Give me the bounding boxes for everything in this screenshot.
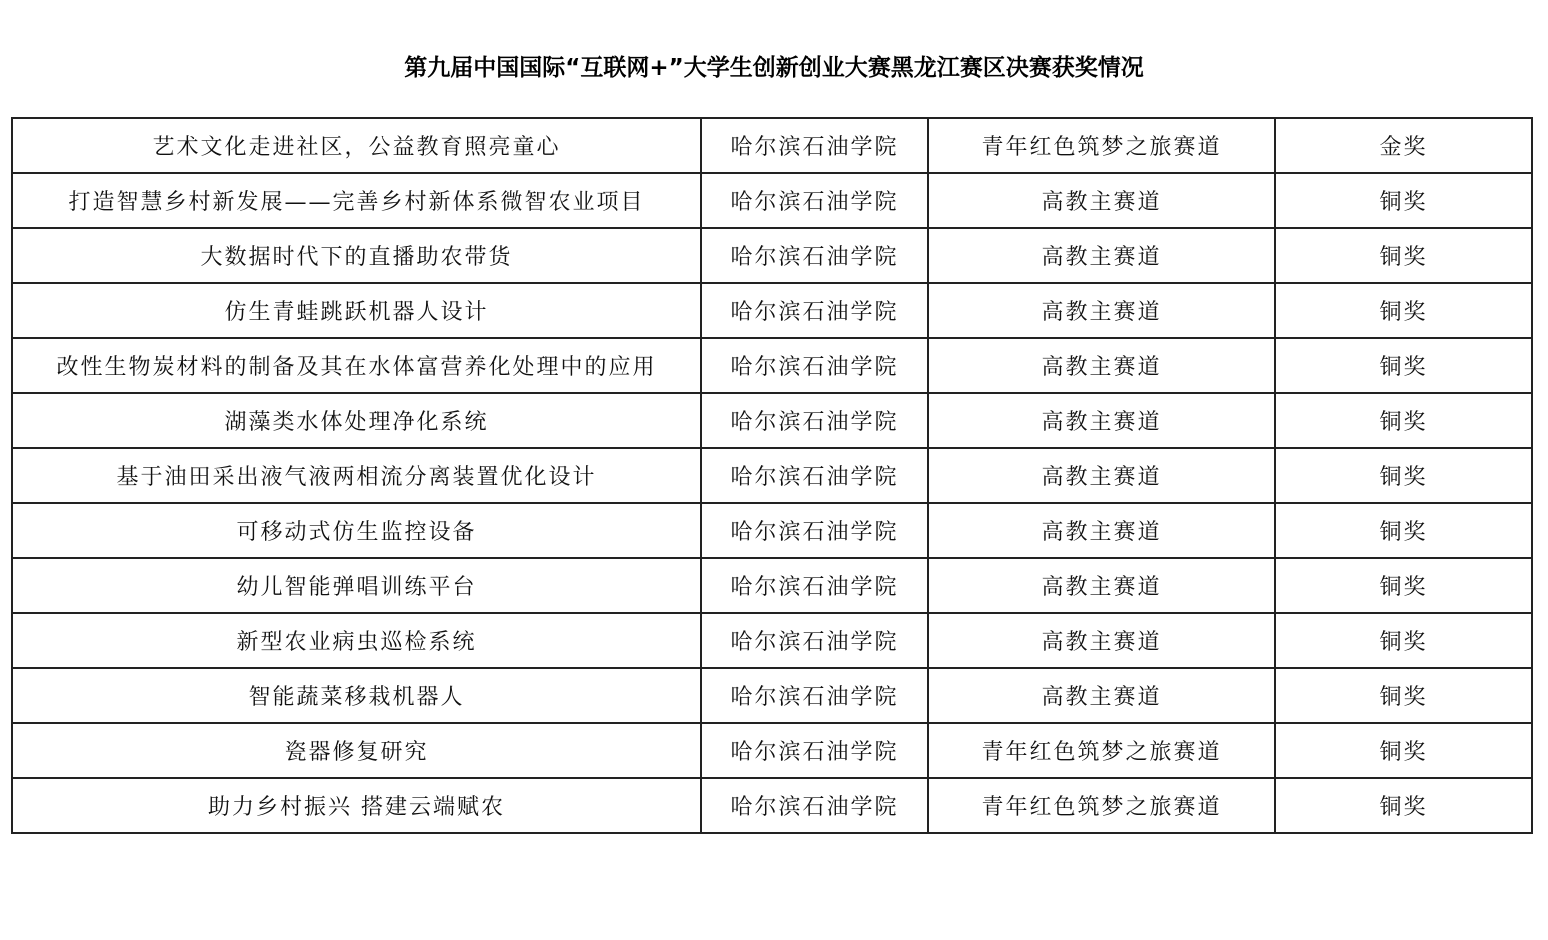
table-row xyxy=(12,778,1532,833)
table-row xyxy=(12,613,1532,668)
award-cell: 铜奖 xyxy=(1275,448,1532,503)
school-cell: 哈尔滨石油学院 xyxy=(701,558,928,613)
award-cell: 铜奖 xyxy=(1275,668,1532,723)
award-cell: 铜奖 xyxy=(1275,723,1532,778)
school-cell: 哈尔滨石油学院 xyxy=(701,338,928,393)
award-cell: 铜奖 xyxy=(1275,228,1532,283)
track-cell: 高教主赛道 xyxy=(928,448,1275,503)
track-cell: 高教主赛道 xyxy=(928,338,1275,393)
school-cell: 哈尔滨石油学院 xyxy=(701,393,928,448)
table-row xyxy=(12,338,1532,393)
award-cell: 铜奖 xyxy=(1275,173,1532,228)
school-cell: 哈尔滨石油学院 xyxy=(701,723,928,778)
track-cell: 高教主赛道 xyxy=(928,668,1275,723)
school-cell: 哈尔滨石油学院 xyxy=(701,228,928,283)
project-name-cell: 新型农业病虫巡检系统 xyxy=(12,613,701,668)
award-cell: 铜奖 xyxy=(1275,393,1532,448)
school-cell: 哈尔滨石油学院 xyxy=(701,283,928,338)
table-row xyxy=(12,118,1532,173)
project-name-cell: 助力乡村振兴 搭建云端赋农 xyxy=(12,778,701,833)
award-cell: 铜奖 xyxy=(1275,283,1532,338)
track-cell: 高教主赛道 xyxy=(928,503,1275,558)
track-cell: 高教主赛道 xyxy=(928,283,1275,338)
award-cell: 铜奖 xyxy=(1275,558,1532,613)
school-cell: 哈尔滨石油学院 xyxy=(701,778,928,833)
award-cell: 金奖 xyxy=(1275,118,1532,173)
table-row xyxy=(12,558,1532,613)
track-cell: 青年红色筑梦之旅赛道 xyxy=(928,723,1275,778)
project-name-cell: 打造智慧乡村新发展——完善乡村新体系微智农业项目 xyxy=(12,173,701,228)
award-cell: 铜奖 xyxy=(1275,778,1532,833)
project-name-cell: 幼儿智能弹唱训练平台 xyxy=(12,558,701,613)
award-cell: 铜奖 xyxy=(1275,503,1532,558)
school-cell: 哈尔滨石油学院 xyxy=(701,668,928,723)
track-cell: 高教主赛道 xyxy=(928,558,1275,613)
awards-table-body xyxy=(12,118,1532,833)
table-row xyxy=(12,448,1532,503)
track-cell: 青年红色筑梦之旅赛道 xyxy=(928,778,1275,833)
project-name-cell: 艺术文化走进社区，公益教育照亮童心 xyxy=(12,118,701,173)
track-cell: 高教主赛道 xyxy=(928,173,1275,228)
project-name-cell: 智能蔬菜移栽机器人 xyxy=(12,668,701,723)
document-title: 第九届中国国际“互联网+”大学生创新创业大赛黑龙江赛区决赛获奖情况 xyxy=(404,55,1144,81)
table-row xyxy=(12,393,1532,448)
table-row xyxy=(12,668,1532,723)
track-cell: 高教主赛道 xyxy=(928,228,1275,283)
school-cell: 哈尔滨石油学院 xyxy=(701,503,928,558)
project-name-cell: 可移动式仿生监控设备 xyxy=(12,503,701,558)
school-cell: 哈尔滨石油学院 xyxy=(701,118,928,173)
project-name-cell: 湖藻类水体处理净化系统 xyxy=(12,393,701,448)
project-name-cell: 仿生青蛙跳跃机器人设计 xyxy=(12,283,701,338)
award-cell: 铜奖 xyxy=(1275,613,1532,668)
track-cell: 高教主赛道 xyxy=(928,393,1275,448)
table-row xyxy=(12,723,1532,778)
awards-table xyxy=(11,117,1533,834)
award-cell: 铜奖 xyxy=(1275,338,1532,393)
school-cell: 哈尔滨石油学院 xyxy=(701,613,928,668)
table-row xyxy=(12,283,1532,338)
project-name-cell: 瓷器修复研究 xyxy=(12,723,701,778)
table-row xyxy=(12,503,1532,558)
table-row xyxy=(12,228,1532,283)
project-name-cell: 改性生物炭材料的制备及其在水体富营养化处理中的应用 xyxy=(12,338,701,393)
project-name-cell: 大数据时代下的直播助农带货 xyxy=(12,228,701,283)
track-cell: 高教主赛道 xyxy=(928,613,1275,668)
table-row xyxy=(12,173,1532,228)
school-cell: 哈尔滨石油学院 xyxy=(701,173,928,228)
track-cell: 青年红色筑梦之旅赛道 xyxy=(928,118,1275,173)
project-name-cell: 基于油田采出液气液两相流分离装置优化设计 xyxy=(12,448,701,503)
school-cell: 哈尔滨石油学院 xyxy=(701,448,928,503)
